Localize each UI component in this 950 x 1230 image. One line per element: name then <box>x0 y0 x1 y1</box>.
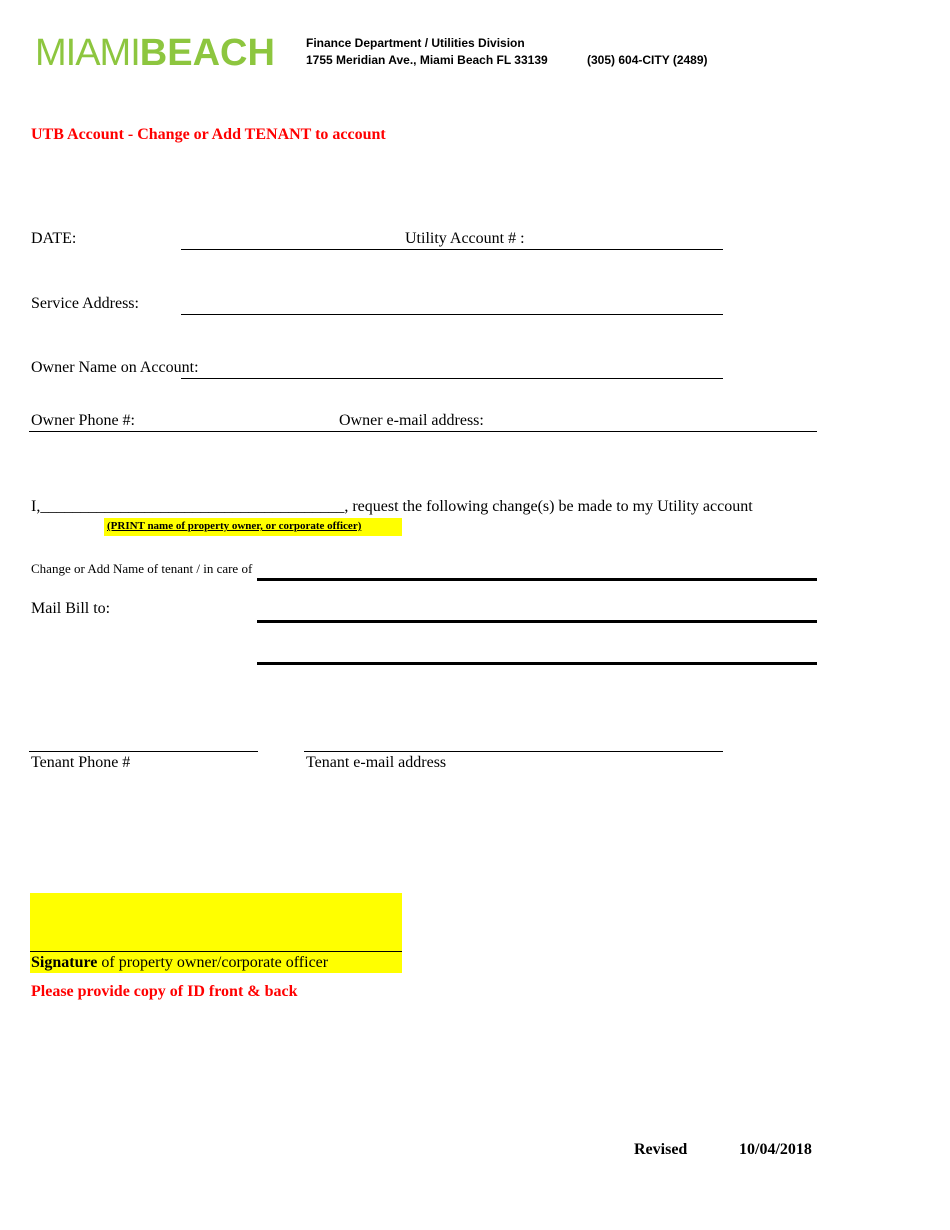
print-name-note-highlight <box>104 518 402 536</box>
logo-text-miami: MIAMI <box>35 32 140 74</box>
service-address-label: Service Address: <box>31 295 139 312</box>
owner-email-label: Owner e-mail address: <box>339 412 484 429</box>
owner-name-line[interactable] <box>181 378 723 379</box>
date-account-line[interactable] <box>181 249 723 250</box>
utility-account-label: Utility Account # : <box>405 230 525 247</box>
department-phone: (305) 604-CITY (2489) <box>587 53 708 67</box>
request-statement: I,______________________________________, request the following change(s) be made to my Utility account <box>31 498 753 515</box>
department-address: 1755 Meridian Ave., Miami Beach FL 33139 <box>306 53 548 67</box>
date-label: DATE: <box>31 230 77 247</box>
revised-label: Revised <box>634 1141 688 1158</box>
owner-phone-email-line[interactable] <box>29 431 817 432</box>
miami-beach-logo <box>35 30 275 76</box>
tenant-phone-label: Tenant Phone # <box>31 754 131 771</box>
tenant-name-line[interactable] <box>257 578 817 581</box>
form-title: UTB Account - Change or Add TENANT to account <box>31 126 386 143</box>
signature-label-bold: Signature <box>31 954 98 971</box>
signature-line <box>30 951 402 952</box>
tenant-name-label: Change or Add Name of tenant / in care of <box>31 561 253 576</box>
mail-bill-line-2[interactable] <box>257 662 817 665</box>
tenant-phone-line[interactable] <box>29 751 258 752</box>
owner-name-label: Owner Name on Account: <box>31 359 199 376</box>
service-address-line[interactable] <box>181 314 723 315</box>
mail-bill-label: Mail Bill to: <box>31 600 111 617</box>
owner-phone-label: Owner Phone #: <box>31 412 135 429</box>
tenant-email-label: Tenant e-mail address <box>306 754 447 771</box>
signature-label <box>31 954 328 972</box>
revised-date: 10/04/2018 <box>739 1141 812 1158</box>
print-name-note: (PRINT name of property owner, or corporate officer) <box>107 520 362 532</box>
department-name: Finance Department / Utilities Division <box>306 36 525 50</box>
mail-bill-line-1[interactable] <box>257 620 817 623</box>
signature-label-rest: of property owner/corporate officer <box>97 954 329 971</box>
logo-text-beach: BEACH <box>139 32 275 74</box>
id-copy-note: Please provide copy of ID front & back <box>31 983 298 1000</box>
tenant-email-line[interactable] <box>304 751 723 752</box>
